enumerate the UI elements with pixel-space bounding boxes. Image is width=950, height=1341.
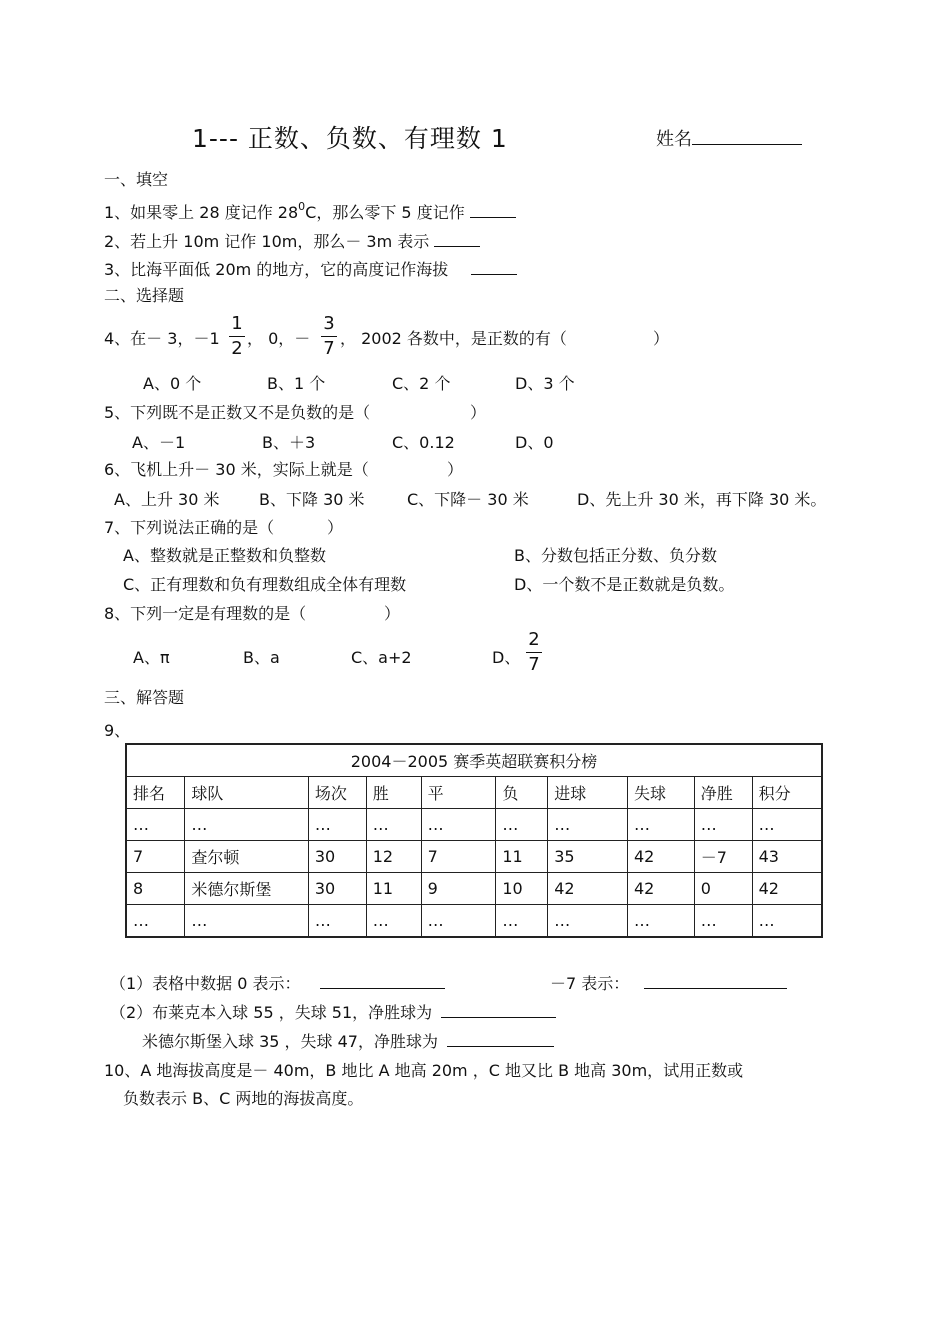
- table-cell: …: [126, 809, 185, 841]
- fraction-denominator: 7: [323, 338, 335, 359]
- table-cell: －7: [694, 841, 752, 873]
- table-cell: 42: [548, 873, 628, 905]
- table-cell: …: [752, 905, 822, 938]
- table-cell: 7: [421, 841, 496, 873]
- question-3: [104, 256, 517, 280]
- question-1: [104, 199, 516, 223]
- table-row: [126, 873, 822, 905]
- q9-part2-line1: [110, 999, 556, 1023]
- q9-part1-second: [550, 970, 787, 994]
- q6-option-b[interactable]: B、下降 30 米: [259, 490, 365, 509]
- fraction-numerator: 2: [528, 629, 540, 650]
- table-cell: 43: [752, 841, 822, 873]
- q9-part2-text-2: 米德尔斯堡入球 35 ，失球 47，净胜球为: [142, 1032, 438, 1051]
- table-cell: …: [185, 809, 309, 841]
- q5-option-c[interactable]: C、0.12: [392, 433, 455, 452]
- table-cell: 查尔顿: [185, 841, 309, 873]
- table-cell: …: [548, 809, 628, 841]
- table-cell: 12: [366, 841, 421, 873]
- q9-part2-text-1: （2）布莱克本入球 55 ，失球 51，净胜球为: [110, 1003, 433, 1022]
- section-heading-fill: 一、填空: [104, 170, 169, 189]
- q4-option-b[interactable]: B、1 个: [267, 374, 326, 393]
- question-8: 8、下列一定是有理数的是（: [104, 604, 307, 623]
- fraction-numerator: 1: [231, 313, 243, 334]
- table-cell: …: [308, 809, 366, 841]
- q5-option-d[interactable]: D、0: [515, 433, 554, 452]
- table-cell: 0: [694, 873, 752, 905]
- table-cell: …: [496, 809, 548, 841]
- fraction-three-sevenths: [321, 313, 337, 360]
- question-5-close-paren: ）: [470, 403, 487, 422]
- name-blank[interactable]: [692, 126, 802, 145]
- q5-option-a[interactable]: A、－1: [132, 433, 186, 452]
- q7-option-d[interactable]: D、一个数不是正数就是负数。: [514, 575, 735, 594]
- q7-option-a[interactable]: A、整数就是正整数和负整数: [123, 546, 326, 565]
- q8-option-c[interactable]: C、a+2: [351, 648, 412, 667]
- column-header: 积分: [752, 777, 822, 809]
- q1-text-a: 1、如果零上 28 度记作 28: [104, 203, 299, 222]
- fraction-bar: [526, 652, 542, 653]
- question-10-line2: 负数表示 B、C 两地的海拔高度。: [123, 1089, 364, 1108]
- question-6: 6、飞机上升－ 30 米，实际上就是（: [104, 460, 369, 479]
- fraction-denominator: 7: [528, 654, 540, 675]
- table-caption: 2004－2005 赛季英超联赛积分榜: [126, 744, 822, 777]
- column-header: 球队: [185, 777, 309, 809]
- section-heading-solve: 三、解答题: [104, 688, 185, 707]
- table-cell: 42: [627, 873, 694, 905]
- table-cell: 8: [126, 873, 185, 905]
- table-row: [126, 841, 822, 873]
- question-6-close-paren: ）: [447, 460, 464, 479]
- column-header: 场次: [308, 777, 366, 809]
- standings-table: [125, 743, 823, 938]
- question-2: [104, 228, 480, 252]
- column-header: 净胜: [694, 777, 752, 809]
- q3-text: 3、比海平面低 20m 的地方，它的高度记作海拔: [104, 260, 449, 279]
- question-4-part-a: 4、在－ 3，－1: [104, 329, 220, 348]
- table-cell: …: [752, 809, 822, 841]
- table-cell: 30: [308, 873, 366, 905]
- question-5: 5、下列既不是正数又不是负数的是（: [104, 403, 371, 422]
- table-cell: …: [694, 905, 752, 938]
- table-cell: 35: [548, 841, 628, 873]
- table-cell: …: [548, 905, 628, 938]
- table-row: [126, 905, 822, 938]
- table-cell: 7: [126, 841, 185, 873]
- q4-option-a[interactable]: A、0 个: [143, 374, 202, 393]
- fraction-one-half: [229, 313, 245, 360]
- table-header-row: [126, 777, 822, 809]
- q4-option-d[interactable]: D、3 个: [515, 374, 575, 393]
- question-7: 7、下列说法正确的是（: [104, 518, 275, 537]
- column-header: 排名: [126, 777, 185, 809]
- q9-part2-line2: [142, 1028, 554, 1052]
- q9-part1: [110, 970, 445, 994]
- question-4-part-c: ， 2002 各数中，是正数的有（: [340, 329, 567, 348]
- q9-part1-blank-minus-seven[interactable]: [644, 970, 787, 989]
- table-cell: 11: [496, 841, 548, 873]
- q2-answer-blank[interactable]: [434, 228, 480, 247]
- q9-part1-second-text: －7 表示：: [550, 974, 630, 993]
- q7-option-b[interactable]: B、分数包括正分数、负分数: [514, 546, 717, 565]
- column-header: 平: [421, 777, 496, 809]
- column-header: 失球: [627, 777, 694, 809]
- q9-part2-blank-2[interactable]: [447, 1028, 554, 1047]
- question-9-label: 9、: [104, 721, 131, 740]
- question-8-close-paren: ）: [384, 604, 401, 623]
- table-cell: …: [185, 905, 309, 938]
- q9-part1-blank-zero[interactable]: [320, 970, 445, 989]
- q1-answer-blank[interactable]: [470, 199, 516, 218]
- table-cell: …: [496, 905, 548, 938]
- table-cell: …: [694, 809, 752, 841]
- q4-option-c[interactable]: C、2 个: [392, 374, 451, 393]
- section-heading-choice: 二、选择题: [104, 286, 185, 305]
- q1-superscript: 0: [298, 200, 306, 213]
- fraction-numerator: 3: [323, 313, 335, 334]
- table-cell: …: [627, 905, 694, 938]
- q1-text-b: C，那么零下 5 度记作: [305, 203, 465, 222]
- q9-part2-blank-1[interactable]: [441, 999, 556, 1018]
- table-cell: …: [366, 809, 421, 841]
- table-cell: 42: [627, 841, 694, 873]
- q6-option-c[interactable]: C、下降－ 30 米: [407, 490, 529, 509]
- table-cell: …: [421, 905, 496, 938]
- fraction-two-sevenths: [526, 629, 542, 676]
- q7-option-c[interactable]: C、正有理数和负有理数组成全体有理数: [123, 575, 407, 594]
- table-cell: …: [421, 809, 496, 841]
- q2-text: 2、若上升 10m 记作 10m，那么－ 3m 表示: [104, 232, 430, 251]
- table-cell: 42: [752, 873, 822, 905]
- table-cell: …: [366, 905, 421, 938]
- column-header: 胜: [366, 777, 421, 809]
- question-4-close-paren: ）: [653, 329, 670, 348]
- q8-option-a[interactable]: A、π: [133, 648, 170, 667]
- table-cell: …: [627, 809, 694, 841]
- question-10-line1: 10、A 地海拔高度是－ 40m，B 地比 A 地高 20m ，C 地又比 B 地高 30m，试用正数或: [104, 1061, 744, 1080]
- q6-option-d[interactable]: D、先上升 30 米，再下降 30 米。: [577, 490, 827, 509]
- question-4-part-b: ， 0，－: [247, 329, 311, 348]
- table-cell: …: [126, 905, 185, 938]
- table-cell: 9: [421, 873, 496, 905]
- table-cell: 10: [496, 873, 548, 905]
- column-header: 负: [496, 777, 548, 809]
- q9-part1-text: （1）表格中数据 0 表示：: [110, 974, 301, 993]
- table-cell: …: [308, 905, 366, 938]
- q8-option-b[interactable]: B、a: [243, 648, 280, 667]
- fraction-bar: [229, 336, 245, 337]
- table-row: [126, 809, 822, 841]
- q6-option-a[interactable]: A、上升 30 米: [114, 490, 220, 509]
- column-header: 进球: [548, 777, 628, 809]
- q3-answer-blank[interactable]: [471, 256, 517, 275]
- table-cell: 11: [366, 873, 421, 905]
- page-title: 1--- 正数、负数、有理数 1: [192, 124, 508, 153]
- name-label: 姓名: [656, 129, 692, 150]
- name-field[interactable]: [656, 125, 802, 151]
- table-cell: 米德尔斯堡: [185, 873, 309, 905]
- q8-option-d[interactable]: D、: [492, 648, 521, 667]
- fraction-bar: [321, 336, 337, 337]
- table-cell: 30: [308, 841, 366, 873]
- question-7-close-paren: ）: [327, 518, 344, 537]
- q5-option-b[interactable]: B、＋3: [262, 433, 316, 452]
- fraction-denominator: 2: [231, 338, 243, 359]
